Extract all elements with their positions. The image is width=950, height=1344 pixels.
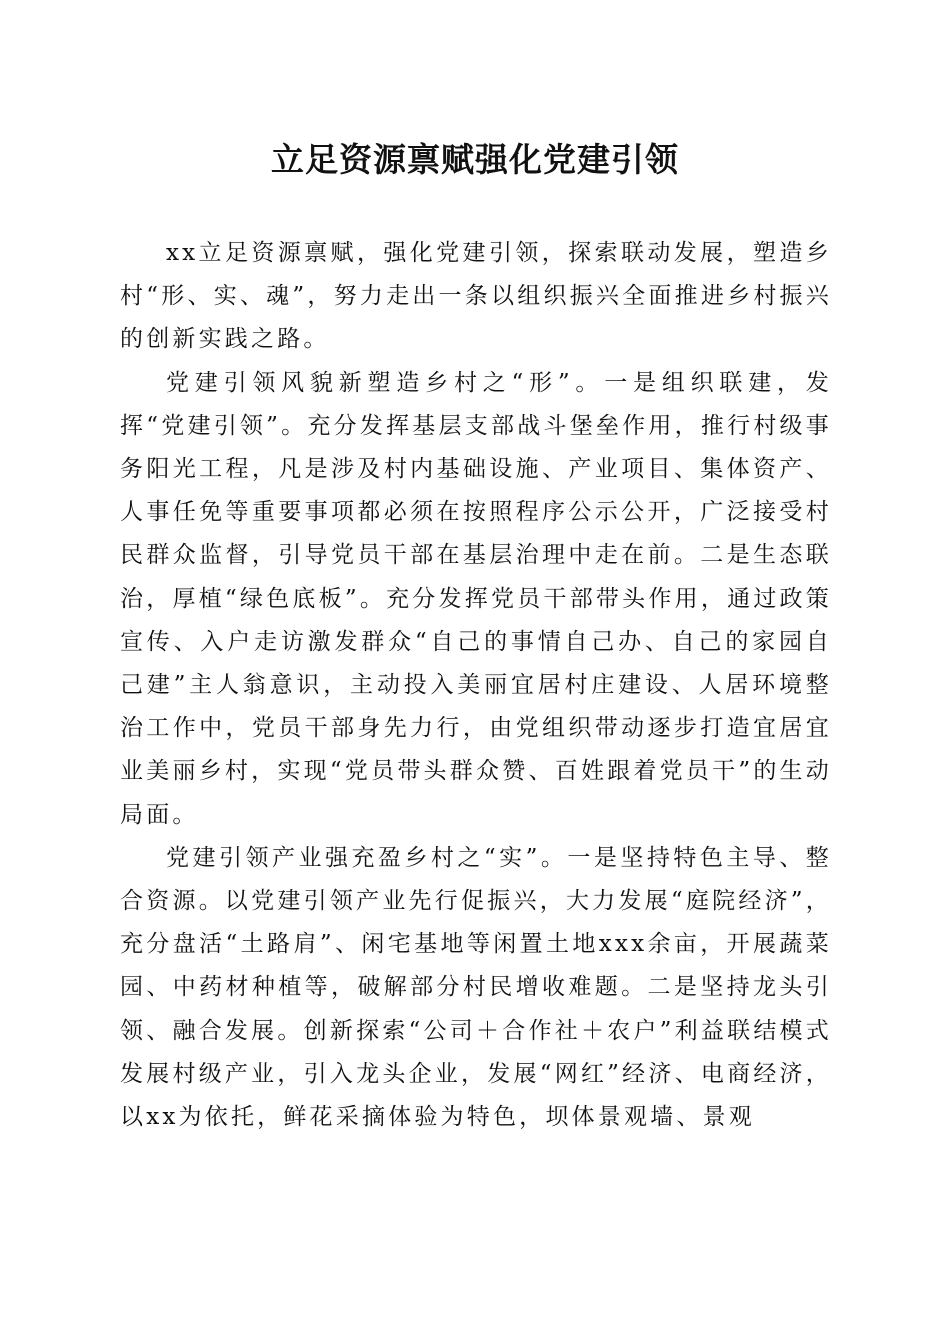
paragraph-form: 党建引领风貌新塑造乡村之“形”。一是组织联建，发挥“党建引领”。充分发挥基层支部战斗堡垒作用，推行村级事务阳光工程，凡是涉及村内基础设施、产业项目、集体资产、人事任免等重要事项都必须在按照程序公示公开，广泛接受村民群众监督，引导党员干部在基层治理中走在前。二是生态联治，厚植“绿色底板”。充分发挥党员干部带头作用，通过政策宣传、入户走访激发群众“自己的事情自己办、自己的家园自己建”主人翁意识，主动投入美丽宜居村庄建设、人居环境整治工作中，党员干部身先力行，由党组织带动逐步打造宜居宜业美丽乡村，实现“党员带头群众赞、百姓跟着党员干”的生动局面。	[120, 369, 832, 828]
paragraph-substance: 党建引领产业强充盈乡村之“实”。一是坚持特色主导、整合资源。以党建引领产业先行促振兴，大力发展“庭院经济”，充分盘活“土路肩”、闲宅基地等闲置土地xxx余亩，开展蔬菜园、中药材种植等，破解部分村民增收难题。二是坚持龙头引领、融合发展。创新探索“公司＋合作社＋农户”利益联结模式发展村级产业，引入龙头企业，发展“网红”经济、电商经济，以xx为依托，鲜花采摘体验为特色，坝体景观墙、景观	[120, 844, 832, 1131]
document-body	[120, 232, 832, 1139]
paragraph-intro: xx立足资源禀赋，强化党建引领，探索联动发展，塑造乡村“形、实、魂”，努力走出一条以组织振兴全面推进乡村振兴的创新实践之路。	[120, 240, 832, 353]
document-title: 立足资源禀赋强化党建引领	[271, 140, 679, 179]
